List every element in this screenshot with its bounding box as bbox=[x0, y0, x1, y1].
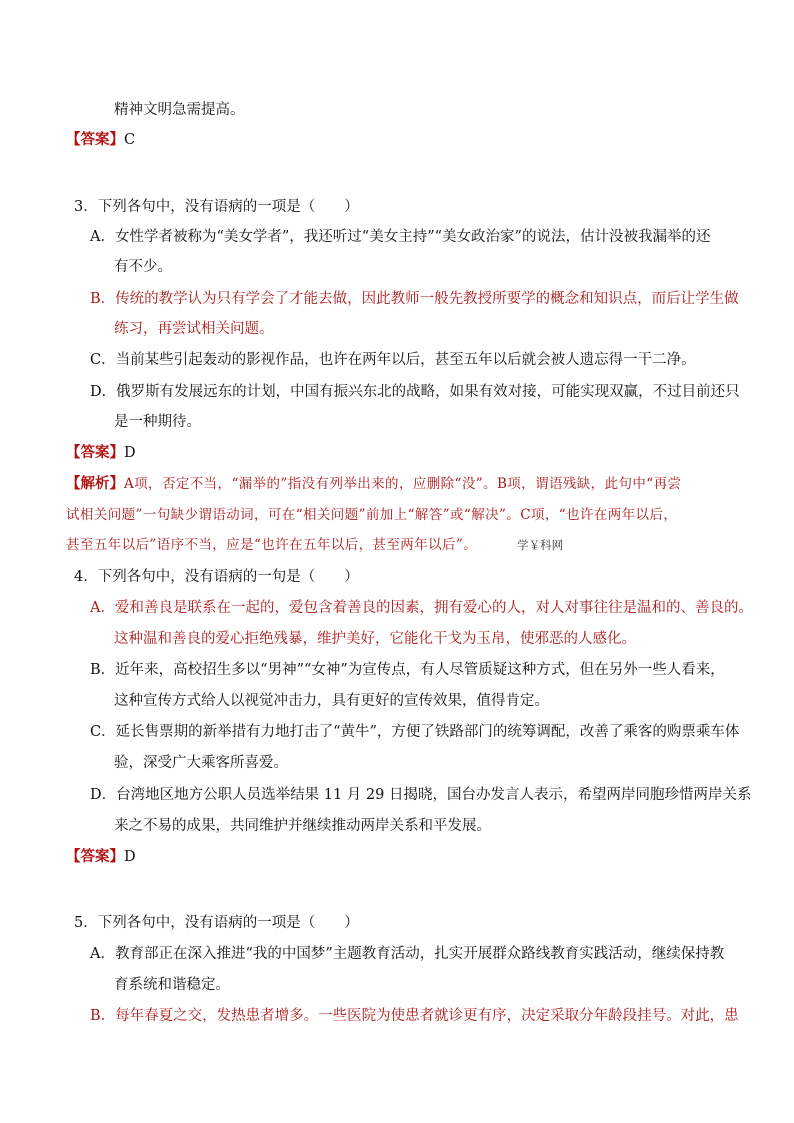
q4-option-a-cont: 这种温和善良的爱心拒绝残暴，维护美好，它能化干戈为玉帛，使邪恶的人感化。 bbox=[114, 631, 636, 647]
q3-option-c: C．当前某些引起轰动的影视作品，也许在两年以后，甚至五年以后就会被人遗忘得一干二净。 bbox=[90, 352, 696, 368]
analysis-q3-line3: 甚至五年以后”语序不当，应是“也许在五年以后，甚至两年以后”。 学￥科网 bbox=[66, 537, 564, 553]
analysis-q3: 【解析】A项，否定不当，“漏举的”指没有列举出来的，应删除“没”。B项，谓语残缺，此句中“再尝 bbox=[66, 475, 682, 492]
q3-option-a-cont: 有不少。 bbox=[114, 259, 172, 275]
q5-option-a-cont: 育系统和谐稳定。 bbox=[114, 977, 230, 993]
q3-option-b-cont: 练习，再尝试相关问题。 bbox=[114, 321, 274, 337]
answer-q2 bbox=[66, 130, 135, 150]
q5-option-b: B．每年春夏之交，发热患者增多。一些医院为使患者就诊更有序，决定采取分年龄段挂号。对此，患 bbox=[90, 1008, 739, 1024]
q4-option-a: A．爱和善良是联系在一起的，爱包含着善良的因素，拥有爱心的人，对人对事往往是温和的、善良的。 bbox=[90, 600, 753, 616]
q3-option-d-cont: 是一种期待。 bbox=[114, 414, 201, 430]
answer-label: 【答案】 bbox=[66, 131, 124, 148]
q3-option-d: D．俄罗斯有发展远东的计划，中国有振兴东北的战略，如果有效对接，可能实现双赢，不过目前还只 bbox=[90, 384, 740, 400]
watermark-text: 学￥科网 bbox=[517, 538, 564, 552]
q4-option-b: B．近年来，高校招生多以“男神”“女神”为宣传点，有人尽管质疑这种方式，但在另外一些人看来， bbox=[90, 662, 725, 678]
q4-option-d-cont: 来之不易的成果，共同维护并继续推动两岸关系和平发展。 bbox=[114, 818, 491, 834]
q5-option-a: A．教育部正在深入推进“我的中国梦”主题教育活动，扎实开展群众路线教育实践活动，继续保持教 bbox=[90, 946, 725, 962]
q4-option-b-cont: 这种宣传方式给人以视觉冲击力，具有更好的宣传效果，值得肯定。 bbox=[114, 693, 549, 709]
answer-value: C bbox=[124, 132, 136, 148]
question-4-stem: 4．下列各句中，没有语病的一句是（ ） bbox=[74, 569, 359, 585]
previous-option-tail: 精神文明急需提高。 bbox=[114, 102, 245, 118]
analysis-label: 【解析】 bbox=[66, 475, 124, 492]
analysis-q3-line2: 试相关问题”一句缺少谓语动词，可在“相关问题”前加上“解答”或“解决”。C项，“也许在两年以后， bbox=[66, 507, 678, 523]
answer-q3: 【答案】D bbox=[66, 444, 136, 461]
q4-option-c: C．延长售票期的新举措有力地打击了“黄牛”，方便了铁路部门的统筹调配，改善了乘客的购票乘车体 bbox=[90, 724, 740, 740]
question-5-stem: 5．下列各句中，没有语病的一项是（ ） bbox=[74, 915, 359, 931]
question-3-stem: 3．下列各句中，没有语病的一项是（ ） bbox=[74, 199, 359, 215]
q3-option-a: A．女性学者被称为“美女学者”，我还听过“美女主持”“美女政治家”的说法，估计没被我漏举的还 bbox=[90, 229, 711, 245]
q4-option-c-cont: 验，深受广大乘客所喜爱。 bbox=[114, 755, 288, 771]
q4-option-d: D．台湾地区地方公职人员选举结果 11 月 29 日揭晓，国台办发言人表示，希望两岸同胞珍惜两岸关系 bbox=[90, 787, 752, 803]
q3-option-b: B．传统的教学认为只有学会了才能去做，因此教师一般先教授所要学的概念和知识点，而后让学生做 bbox=[90, 291, 739, 307]
answer-q4: 【答案】D bbox=[66, 848, 136, 865]
